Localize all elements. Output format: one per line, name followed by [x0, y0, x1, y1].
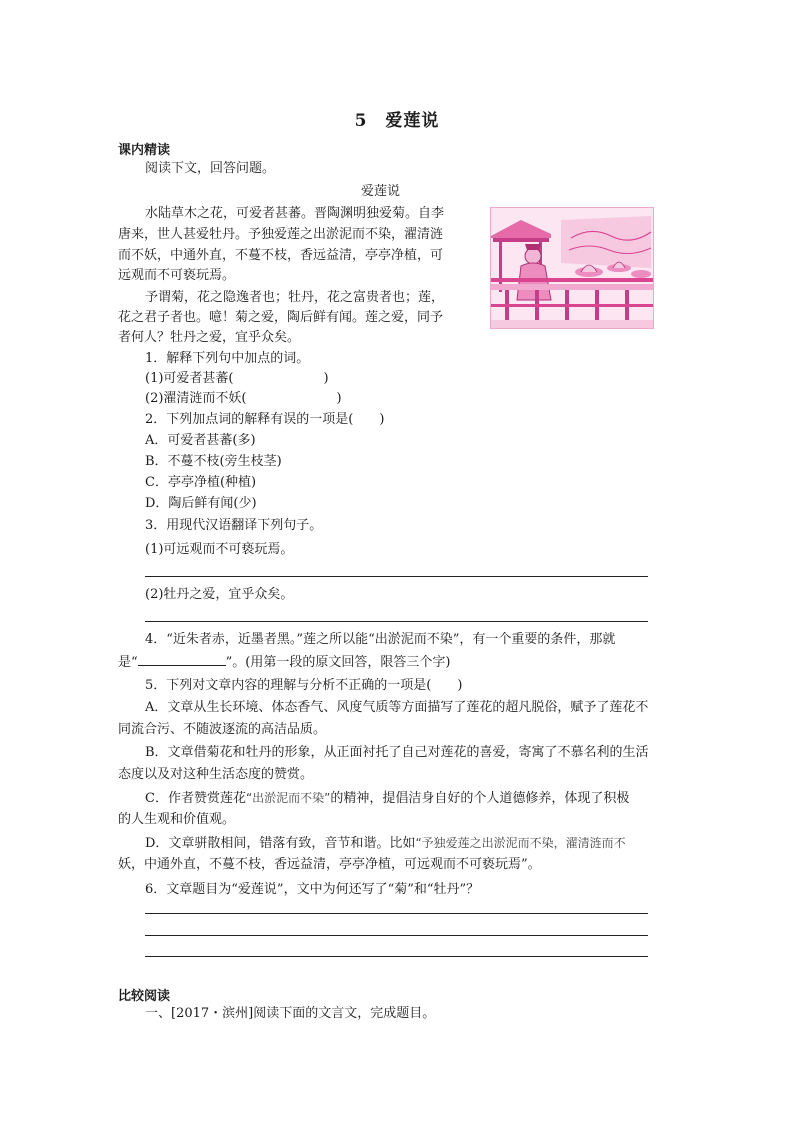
compare-instruction: 一、[2017・滨州]阅读下面的文言文，完成题目。	[145, 1006, 436, 1021]
q6-answer-line[interactable]	[145, 935, 648, 936]
q2-option: A．可爱者甚蕃(多)	[145, 433, 256, 448]
scholar-lotus-illustration-icon	[490, 207, 654, 329]
q5c-text: C．作者赞赏莲花	[145, 791, 246, 806]
passage-title: 爱莲说	[361, 184, 401, 199]
lesson-number: 5	[354, 111, 368, 131]
q6-stem: 6．文章题目为“爱莲说”，文中为何还写了“菊”和“牡丹”？	[145, 882, 480, 897]
q5-option-a-line2: 同流合污、不随波逐流的高洁品质。	[118, 722, 327, 737]
q5-stem-text: 5．下列对文章内容的理解与分析不正确的一项是(	[145, 678, 432, 693]
q2-option: D．陶后鲜有闻(少)	[145, 496, 257, 511]
q1b-close: )	[336, 391, 342, 406]
q3a-answer-line[interactable]	[145, 576, 648, 577]
illustration-graphic	[491, 208, 653, 328]
passage-line: 者何人？牡丹之爱，宜乎众矣。	[118, 330, 301, 345]
q2-option: B．不蔓不枝(旁生枝茎)	[145, 454, 282, 469]
section-heading-compare: 比较阅读	[118, 989, 171, 1004]
q5-option-a-line1: A．文章从生长环境、体态香气、风度气质等方面描写了莲花的超凡脱俗，赋予了莲花不	[145, 700, 649, 715]
q3-stem: 3．用现代汉语翻译下列句子。	[145, 518, 323, 533]
q5-stem	[145, 676, 462, 696]
q5-option-d-line2: 妖，中通外直，不蔓不枝，香远益清，亭亭净植，可远观而不可亵玩焉”。	[118, 857, 541, 872]
q5d-text: D．文章骈散相间，错落有致，音节和谐。比如	[145, 836, 416, 851]
q3-part-a: (1)可远观而不可亵玩焉。	[145, 542, 294, 557]
q1a-open: (1)可爱者甚蕃(	[145, 371, 234, 386]
q3b-answer-line[interactable]	[145, 621, 648, 622]
q2-stem-close: )	[379, 412, 385, 427]
passage-line: 水陆草木之花，可爱者甚蕃。晋陶渊明独爱菊。自李	[145, 206, 445, 221]
q3-part-b: (2)牡丹之爱，宜乎众矣。	[145, 587, 294, 602]
q1b-open: (2)濯清涟而不妖(	[145, 391, 247, 406]
q6-answer-line[interactable]	[145, 956, 648, 957]
q4-line2	[118, 653, 450, 673]
lesson-title: 爱莲说	[385, 111, 440, 131]
q5-stem-close: )	[457, 678, 463, 693]
q1-stem: 1．解释下列句中加点的词。	[145, 351, 310, 366]
passage-line: 唐来，世人甚爱牡丹。予独爱莲之出淤泥而不染，濯清涟	[118, 227, 444, 242]
q5-option-c-line2: 的人生观和价值观。	[118, 812, 236, 827]
section-heading-in-class: 课内精读	[118, 143, 171, 158]
q2-stem	[145, 410, 384, 430]
q4-line1: 4．“近朱者赤，近墨者黑。”莲之所以能“出淤泥而不染”，有一个重要的条件，那就	[145, 632, 616, 647]
page-title	[0, 106, 794, 131]
passage-line: 花之君子者也。噫！菊之爱，陶后鲜有闻。莲之爱，同予	[118, 310, 444, 325]
q1a-close: )	[323, 371, 329, 386]
q1-part-b	[145, 389, 342, 409]
passage-line: 而不妖，中通外直，不蔓不枝，香远益清，亭亭净植，可	[118, 248, 444, 263]
q5c-quote: “出淤泥而不染”	[245, 791, 331, 805]
q2-stem-text: 2．下列加点词的解释有误的一项是(	[145, 412, 354, 427]
instruction-text: 阅读下文，回答问题。	[145, 161, 276, 176]
q6-answer-line[interactable]	[145, 913, 648, 914]
q5-option-b-line1: B．文章借菊花和牡丹的形象，从正面衬托了自己对莲花的喜爱，寄寓了不慕名利的生活	[145, 745, 649, 760]
q4-open: 是“	[118, 655, 138, 670]
q5c-text-post: 的精神，提倡洁身自好的个人道德修养，体现了积极	[330, 791, 630, 806]
q5-option-d-line1	[145, 833, 626, 854]
passage-line: 予谓菊，花之隐逸者也；牡丹，花之富贵者也；莲，	[145, 290, 445, 305]
q4-close: ”。(用第一段的原文回答，限答三个字)	[225, 655, 451, 670]
q4-answer-blank[interactable]	[138, 653, 226, 666]
q5d-quote: “予独爱莲之出淤泥而不染，濯清涟而不	[415, 836, 626, 850]
passage-line: 远观而不可亵玩焉。	[118, 268, 236, 283]
q5-option-c-line1	[145, 788, 629, 809]
q1-part-a	[145, 369, 329, 389]
q5-option-b-line2: 态度以及对这种生活态度的赞赏。	[118, 767, 314, 782]
q2-option: C．亭亭净植(种植)	[145, 475, 257, 490]
